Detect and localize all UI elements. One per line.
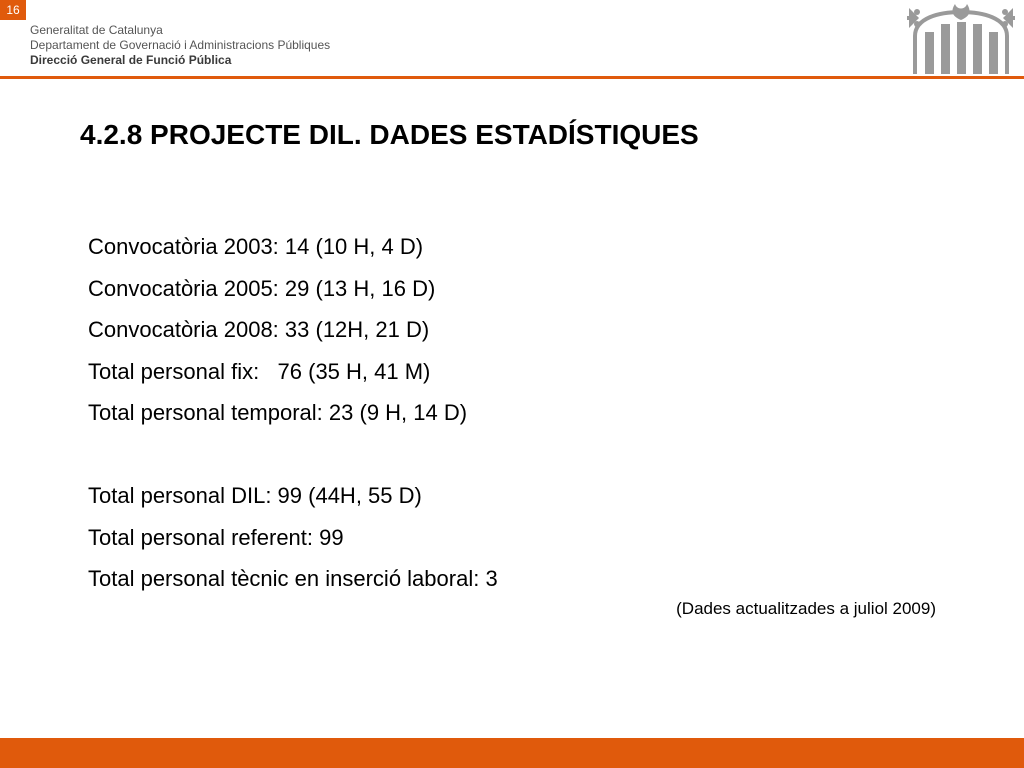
spacer (88, 434, 948, 476)
data-update-note: (Dades actualitzades a juliol 2009) (676, 599, 936, 618)
statistics-list (88, 226, 948, 600)
stat-line-personal-referent: Total personal referent: 99 (88, 524, 344, 550)
stat-line-personal-dil: Total personal DIL: 99 (44H, 55 D) (88, 483, 422, 508)
stat-line-convocatoria-2005: Convocatòria 2005: 29 (13 H, 16 D) (88, 275, 436, 301)
header-divider (0, 76, 1024, 79)
stat-line-personal-tecnic: Total personal tècnic en inserció laboral: 3 (88, 566, 498, 591)
slide-number: 16 (0, 0, 26, 20)
header-organization (30, 23, 330, 68)
stat-line-personal-fix: Total personal fix: 76 (35 H, 41 M) (88, 358, 431, 384)
footer-bar (0, 738, 1024, 768)
stat-line-convocatoria-2008: Convocatòria 2008: 33 (12H, 21 D) (88, 317, 430, 342)
header-line-generalitat: Generalitat de Catalunya (30, 23, 163, 37)
slide-title: 4.2.8 PROJECTE DIL. DADES ESTADÍSTIQUES (80, 119, 699, 150)
header-line-departament: Departament de Governació i Administracions Públiques (30, 38, 331, 52)
header-line-direccio: Direcció General de Funció Pública (30, 53, 232, 67)
stat-line-personal-temporal: Total personal temporal: 23 (9 H, 14 D) (88, 400, 468, 425)
stat-line-convocatoria-2003: Convocatòria 2003: 14 (10 H, 4 D) (88, 234, 424, 259)
generalitat-logo-icon (905, 2, 1017, 76)
